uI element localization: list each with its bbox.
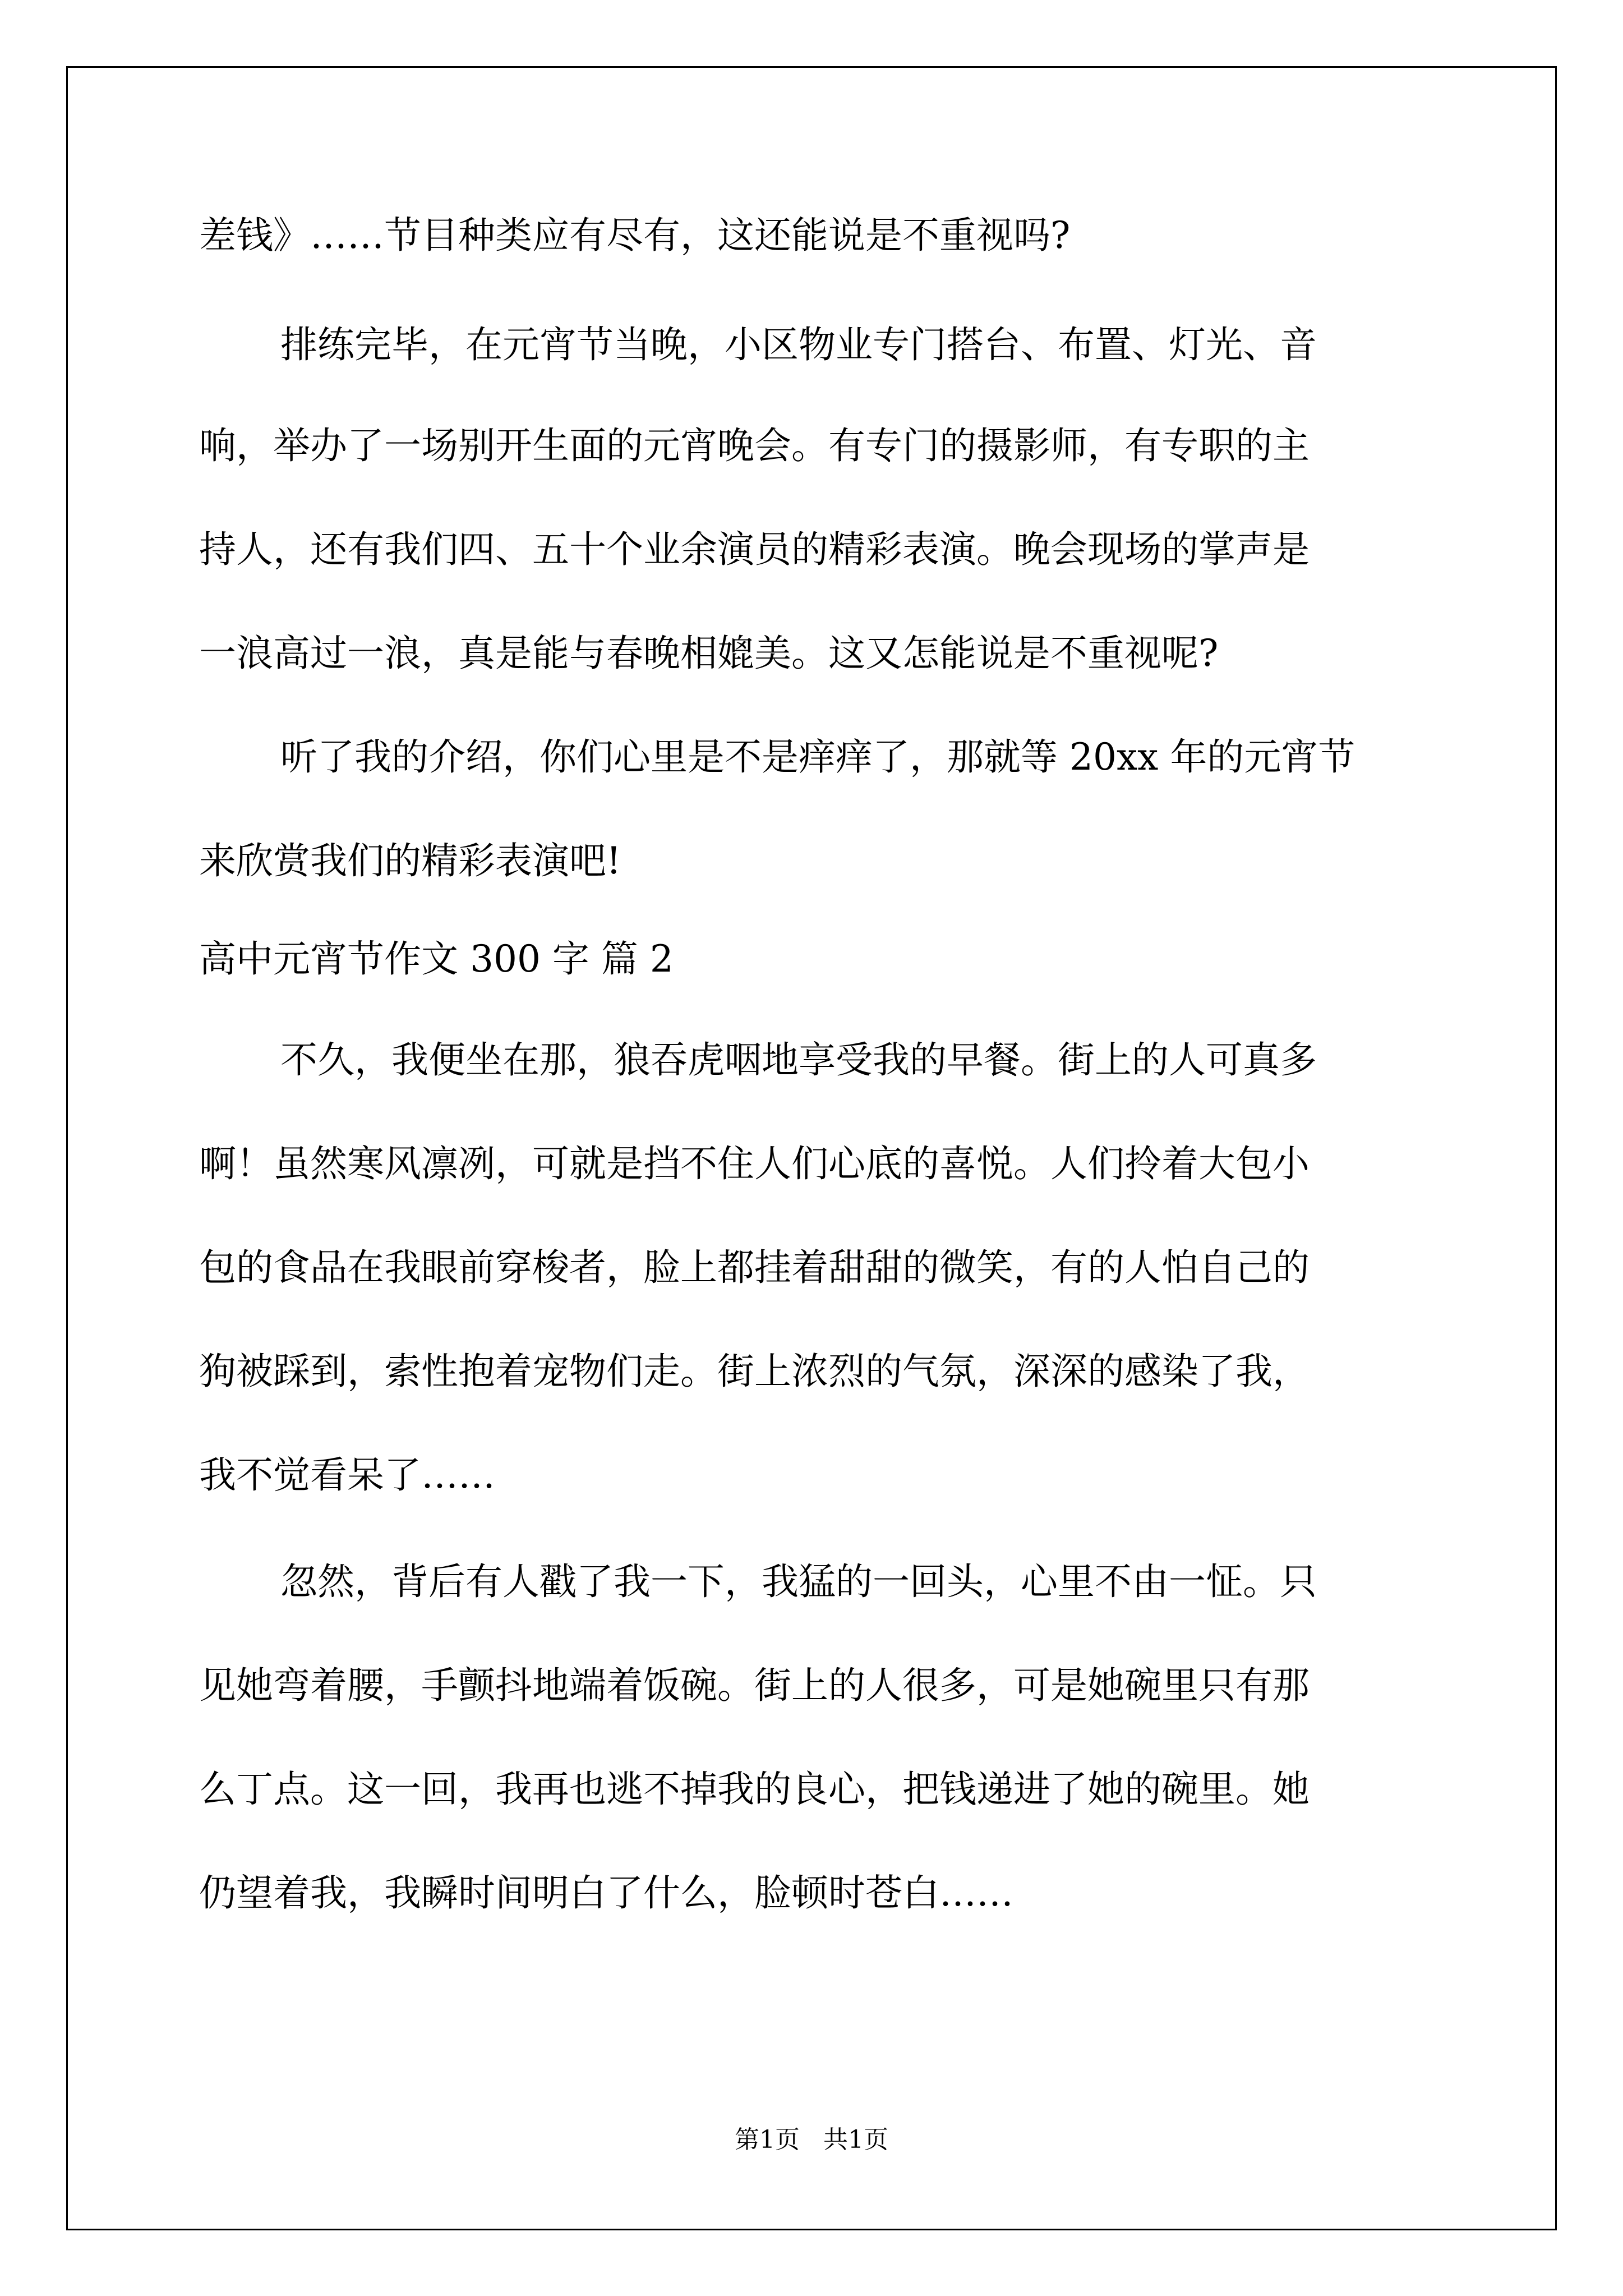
paragraph-line: 啊！虽然寒风凛冽，可就是挡不住人们心底的喜悦。人们拎着大包小: [199, 1142, 1310, 1185]
paragraph-line: 响，举办了一场别开生面的元宵晚会。有专门的摄影师，有专职的主: [199, 424, 1310, 467]
paragraph-line: 么丁点。这一回，我再也逃不掉我的良心，把钱递进了她的碗里。她: [199, 1768, 1310, 1811]
paragraph-line: 一浪高过一浪，真是能与春晚相媲美。这又怎能说是不重视呢?: [199, 632, 1219, 675]
paragraph-line: 我不觉看呆了……: [199, 1453, 495, 1497]
paragraph-line: 来欣赏我们的精彩表演吧!: [199, 839, 621, 882]
page-number-footer: 第1页 共1页: [735, 2125, 888, 2154]
section-heading: 高中元宵节作文 300 字 篇 2: [199, 937, 674, 981]
paragraph-line: 仍望着我，我瞬时间明白了什么，脸顿时苍白……: [199, 1871, 1013, 1915]
paragraph-line: 排练完毕，在元宵节当晚，小区物业专门搭台、布置、灯光、音: [280, 323, 1317, 366]
paragraph-line: 持人，还有我们四、五十个业余演员的精彩表演。晚会现场的掌声是: [199, 528, 1310, 571]
paragraph-line: 听了我的介绍，你们心里是不是痒痒了，那就等 20xx 年的元宵节: [280, 735, 1355, 779]
paragraph-line: 忽然，背后有人戳了我一下，我猛的一回头，心里不由一怔。只: [280, 1560, 1317, 1603]
paragraph-line: 见她弯着腰，手颤抖地端着饭碗。街上的人很多，可是她碗里只有那: [199, 1664, 1310, 1707]
paragraph-line: 不久，我便坐在那，狼吞虎咽地享受我的早餐。街上的人可真多: [280, 1038, 1317, 1082]
paragraph-line: 包的食品在我眼前穿梭者，脸上都挂着甜甜的微笑，有的人怕自己的: [199, 1246, 1310, 1289]
paragraph-line: 狗被踩到，索性抱着宠物们走。街上浓烈的气氛，深深的感染了我，: [199, 1350, 1310, 1393]
paragraph-line: 差钱》……节目种类应有尽有，这还能说是不重视吗?: [199, 214, 1071, 257]
